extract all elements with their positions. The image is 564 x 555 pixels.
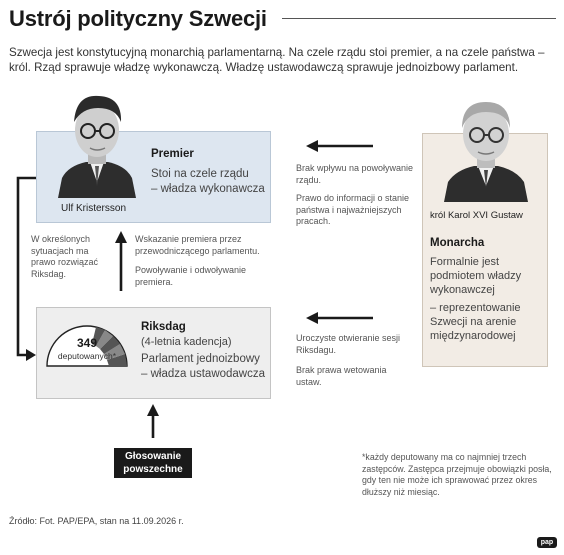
- arrow-premier-riksdag-head: [26, 349, 36, 361]
- riksdag-desc-line1: Parlament jednoizbowy: [141, 353, 260, 365]
- note-riksdag-premier-2: Powoływanie i odwoływanie premiera.: [135, 265, 247, 287]
- seat-count: 349: [76, 336, 98, 350]
- seat-count-label: deputowanych*: [57, 351, 117, 361]
- riksdag-label: Riksdag: [141, 321, 186, 333]
- popular-vote-label: [114, 450, 192, 476]
- riksdag-desc-line2: – władza ustawodawcza: [141, 368, 266, 380]
- intro-text: Szwecja jest konstytucyjną monarchią parlamentarną. Na czele rządu stoi premier, a na czele państwa – król. Rząd sprawuje władzę wykonawczą. Władzę ustawodawczą sprawuje jednoizbowy parlament.: [9, 46, 545, 74]
- monarch-description-1: Formalnie jest podmiotem władzy wykonawczej: [430, 256, 522, 296]
- monarch-label: Monarcha: [430, 237, 485, 249]
- note-monarch-premier-1: Brak wpływu na powoływanie rządu.: [296, 163, 414, 185]
- arrow-riksdag-premier-head: [115, 231, 127, 243]
- popular-vote-line1: Głosowanie: [124, 451, 182, 462]
- footnote: *każdy deputowany ma co najmniej trzech zastępców. Zastępca przejmuje obowiązki posła, gdy ten nie może ich sprawować przez okres dłuższy niż miesiąc.: [362, 452, 552, 497]
- source-credit: Źródło: Fot. PAP/EPA, stan na 11.09.2026 r.: [9, 516, 184, 526]
- arrow-monarch-riksdag-head: [306, 312, 318, 324]
- premier-desc-line2: – władza wykonawcza: [151, 183, 265, 195]
- note-monarch-riksdag-1: Uroczyste otwieranie sesji Riksdagu.: [296, 333, 401, 355]
- popular-vote-line2: powszechne: [123, 464, 183, 475]
- riksdag-term: (4-letnia kadencja): [141, 336, 232, 348]
- note-monarch-premier-2: Prawo do informacji o stanie państwa i najważniejszych pracach.: [296, 193, 410, 226]
- monarch-name: król Karol XVI Gustaw: [430, 210, 523, 221]
- arrow-vote-riksdag-head: [147, 404, 159, 416]
- note-premier-riksdag: W określonych sytuacjach ma prawo rozwiązać Riksdag.: [31, 234, 99, 279]
- page-title: Ustrój polityczny Szwecji: [9, 6, 267, 31]
- monarch-description-2: – reprezentowanie Szwecji na arenie międzynarodowej: [430, 302, 521, 342]
- pap-logo: pap: [537, 537, 557, 548]
- premier-name: Ulf Kristersson: [61, 203, 127, 214]
- premier-label: Premier: [151, 148, 194, 160]
- arrow-monarch-premier-head: [306, 140, 318, 152]
- note-riksdag-premier-1: Wskazanie premiera przez przewodniczącego parlamentu.: [135, 234, 260, 256]
- premier-desc-line1: Stoi na czele rządu: [151, 168, 249, 180]
- note-monarch-riksdag-2: Brak prawa wetowania ustaw.: [296, 365, 387, 387]
